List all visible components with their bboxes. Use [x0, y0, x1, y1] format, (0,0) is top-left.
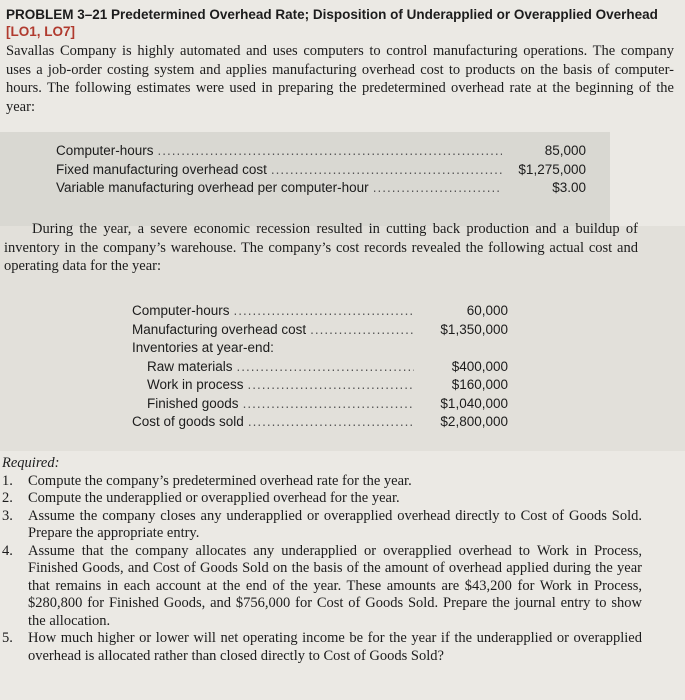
leader-dots [373, 180, 502, 195]
actual-value: $1,040,000 [440, 395, 508, 411]
actual-value: $160,000 [451, 377, 508, 392]
actual-label: Computer-hours [132, 303, 230, 318]
leader-dots [271, 162, 502, 177]
inventories-heading [132, 340, 508, 359]
estimate-value: $3.00 [552, 180, 586, 195]
learning-objectives: [LO1, LO7] [6, 24, 76, 39]
actual-row-raw-materials [132, 359, 508, 378]
actual-label: Raw materials [147, 358, 233, 374]
required-item-3 [2, 508, 642, 543]
estimate-label: Computer-hours [56, 143, 154, 158]
required-item-2 [2, 490, 642, 508]
leader-dots [248, 414, 414, 429]
item-text: How much higher or lower will net operating income be for the year if the underapplied or overapplied overhead is allocated rather than closed directly to Cost of Goods Sold? [28, 630, 642, 664]
estimate-label: Variable manufacturing overhead per computer-hour [56, 180, 369, 195]
actual-row-cost-of-goods-sold [132, 414, 508, 433]
actual-row-overhead [132, 322, 508, 341]
inventories-label: Inventories at year-end: [132, 340, 274, 355]
required-item-1 [2, 473, 642, 491]
actual-label: Work in process [147, 377, 244, 392]
item-text: Assume the company closes any underapplied or overapplied overhead directly to Cost of Goods Sold. Prepare the appropriate entry. [28, 507, 642, 541]
actual-label: Manufacturing overhead cost [132, 321, 307, 337]
actual-label: Finished goods [147, 395, 239, 411]
actual-row-work-in-process [132, 377, 508, 396]
estimate-row-computer-hours [56, 143, 586, 162]
estimate-row-fixed-overhead [56, 162, 586, 181]
actual-value: 60,000 [466, 303, 508, 318]
required-section [2, 455, 642, 665]
problem-title-text: PROBLEM 3–21 Predetermined Overhead Rate; Disposition of Underapplied or Overapplied Overhead [6, 7, 658, 22]
leader-dots [248, 377, 414, 392]
leader-dots [158, 143, 502, 158]
item-text: Compute the company’s predetermined overhead rate for the year. [28, 472, 412, 489]
leader-dots [234, 303, 414, 318]
actual-data-paragraph [4, 220, 638, 276]
estimate-value: 85,000 [544, 143, 586, 158]
estimate-row-variable-overhead [56, 180, 586, 199]
actual-row-finished-goods [132, 396, 508, 415]
item-number: 3. [2, 507, 13, 524]
leader-dots [243, 396, 414, 411]
required-item-4 [2, 543, 642, 631]
estimate-value: $1,275,000 [518, 161, 586, 177]
intro-paragraph: Savallas Company is highly automated and uses computers to control manufacturing operations. The company uses a job-order costing system and applies manufacturing overhead cost to products on the basis of computer-hours. The following estimates were used in preparing the predetermined overhead rate at the beginning of the year: [6, 43, 674, 115]
actual-value: $2,800,000 [440, 414, 508, 429]
actuals-table [132, 303, 508, 433]
item-number: 5. [2, 630, 13, 646]
item-number: 1. [2, 472, 13, 489]
problem-title [6, 6, 676, 40]
required-item-5 [2, 630, 642, 665]
item-number: 4. [2, 542, 13, 559]
item-number: 2. [2, 490, 13, 506]
leader-dots [237, 359, 414, 374]
required-heading: Required: [2, 455, 60, 471]
estimate-label: Fixed manufacturing overhead cost [56, 161, 267, 177]
actual-value: $1,350,000 [440, 321, 508, 337]
actual-value: $400,000 [451, 358, 508, 374]
item-text: Assume that the company allocates any underapplied or overapplied overhead to Work in Process, Finished Goods, and Cost of Goods Sold on the basis of the amount of overhead applied during the year that remains in each account at the end of the year. These amounts are $43,200 for Work in Process, $280,800 for Finished Goods, and $756,000 for Cost of Goods Sold. Prepare the journal entry to show the allocation. [28, 542, 642, 629]
actual-data-paragraph-text: During the year, a severe economic recession resulted in cutting back production and a buildup of inventory in the company’s warehouse. The company’s cost records revealed the following actual cost and operating data for the year: [4, 221, 638, 274]
estimates-table [56, 143, 586, 199]
actual-row-computer-hours [132, 303, 508, 322]
item-text: Compute the underapplied or overapplied overhead for the year. [28, 490, 400, 506]
leader-dots [310, 322, 414, 337]
actual-label: Cost of goods sold [132, 414, 244, 429]
